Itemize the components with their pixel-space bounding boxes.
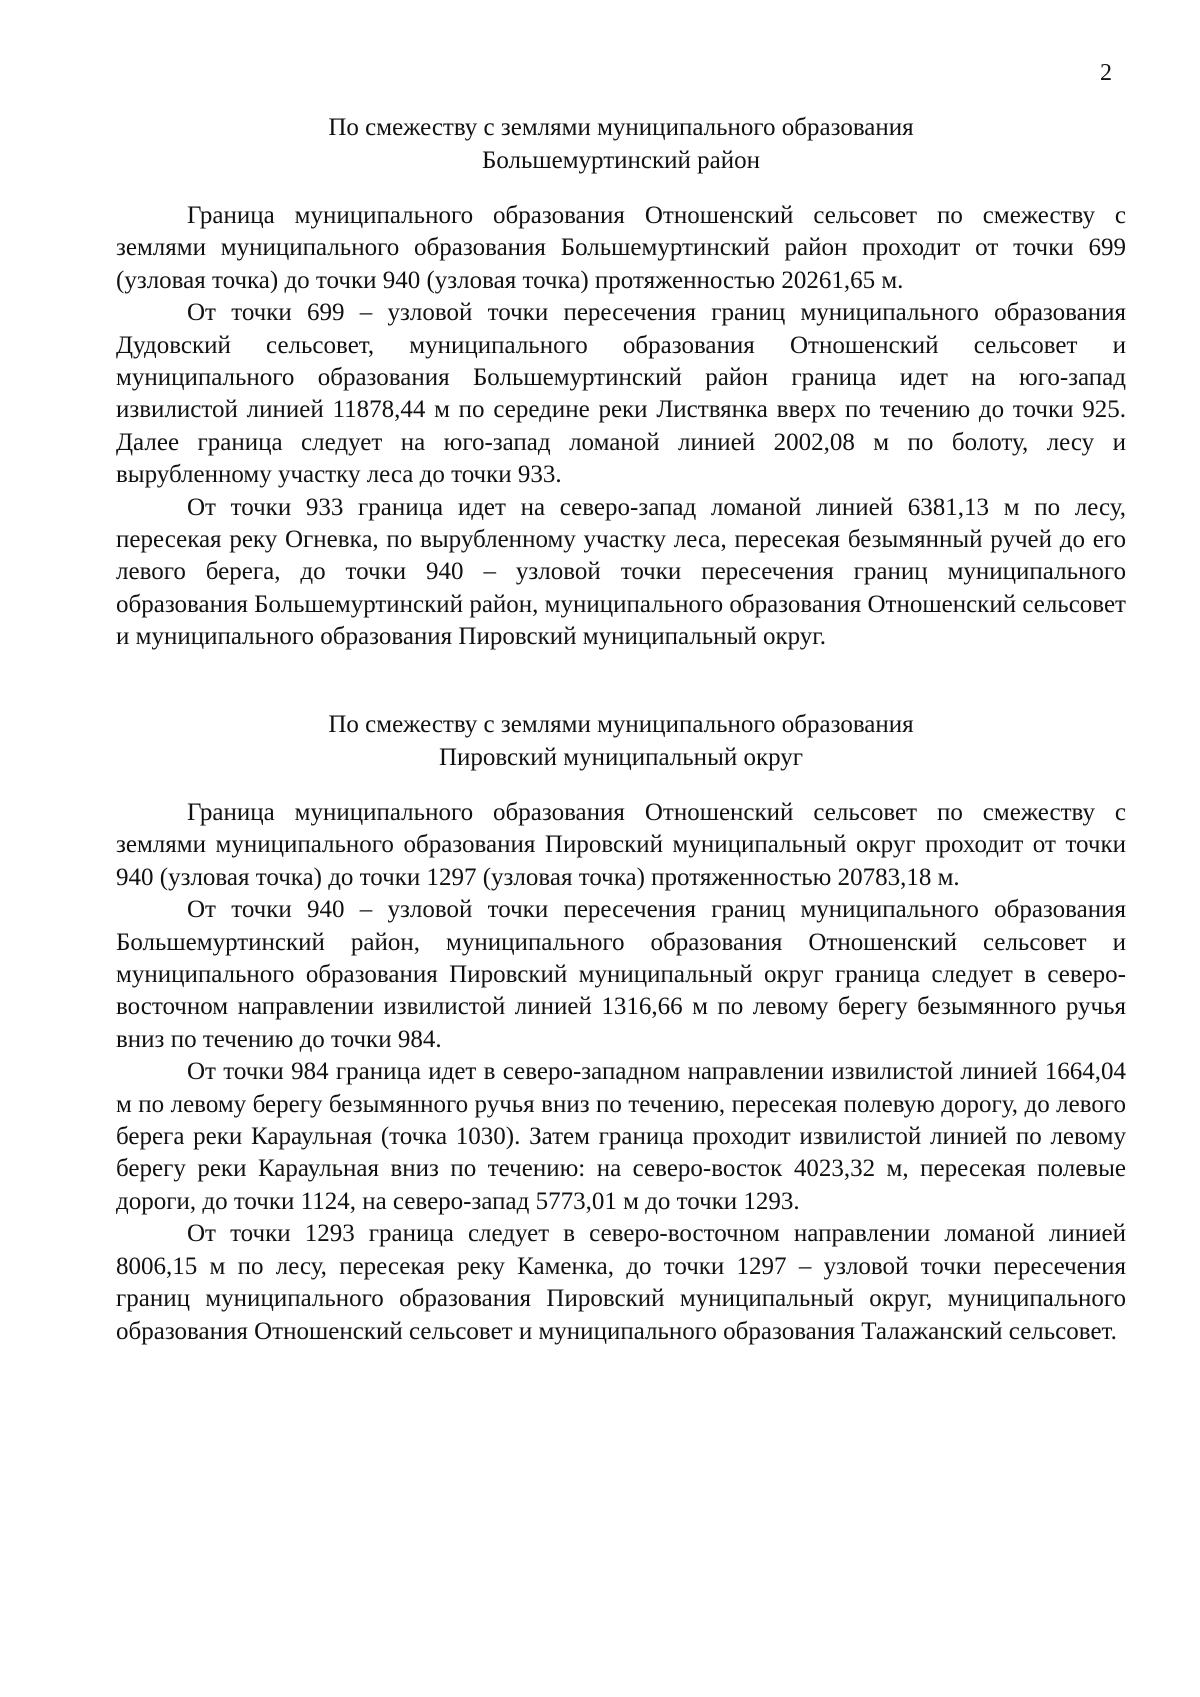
section-heading-line: По смежеству с землями муниципального образования: [328, 711, 914, 738]
paragraph: Граница муниципального образования Отношенский сельсовет по смежеству с землями муниципального образования Пировский муниципальный округ проходит от точки 940 (узловая точка) до точки 1297 (узловая точка) протяженностью 20783,18 м.: [116, 799, 1126, 891]
paragraph: От точки 940 – узловой точки пересечения границ муниципального образования Большемуртинский район, муниципального образования Отношенский сельсовет и муниципального образования Пировский муниципальный округ граница следует в северо-восточном направлении извилистой линией 1316,66 м по левому берегу безымянного ручья вниз по течению до точки 984.: [116, 896, 1126, 1053]
section-heading: [116, 111, 1126, 177]
paragraph: Граница муниципального образования Отношенский сельсовет по смежеству с землями муниципального образования Большемуртинский район проходит от точки 699 (узловая точка) до точки 940 (узловая точка) протяженностью 20261,65 м.: [116, 202, 1126, 294]
section-heading-line: Большемуртинский район: [481, 147, 761, 174]
paragraph: От точки 1293 граница следует в северо-восточном направлении ломаной линией 8006,15 м по лесу, пересекая реку Каменка, до точки 1297 – узловой точки пересечения границ муниципального образования Пировский муниципальный округ, муниципального образования Отношенский сельсовет и муниципального образования Талажанский сельсовет.: [116, 1220, 1126, 1345]
section-body: [116, 200, 1126, 654]
paragraph: От точки 984 граница идет в северо-западном направлении извилистой линией 1664,04 м по левому берегу безымянного ручья вниз по течению, пересекая полевую дорогу, до левого берега реки Караульная (точка 1030). Затем граница проходит извилистой линией по левому берегу реки Караульная вниз по течению: на северо-восток 4023,32 м, пересекая полевые дороги, до точки 1124, на северо-запад 5773,01 м до точки 1293.: [116, 1058, 1126, 1215]
paragraph: От точки 699 – узловой точки пересечения границ муниципального образования Дудовский сельсовет, муниципального образования Отношенский сельсовет и муниципального образования Большемуртинский район граница идет на юго-запад извилистой линией 11878,44 м по середине реки Листвянка вверх по течению до точки 925. Далее граница следует на юго-запад ломаной линией 2002,08 м по болоту, лесу и вырубленному участку леса до точки 933.: [116, 299, 1126, 489]
paragraph: От точки 933 граница идет на северо-запад ломаной линией 6381,13 м по лесу, пересекая реку Огневка, по вырубленному участку леса, пересекая безымянный ручей до его левого берега, до точки 940 – узловой точки пересечения границ муниципального образования Большемуртинский район, муниципального образования Отношенский сельсовет и муниципального образования Пировский муниципальный округ.: [116, 493, 1126, 651]
section-body: [116, 797, 1126, 1348]
section-heading: [116, 708, 1126, 774]
section-heading-line: Пировский муниципальный округ: [438, 744, 804, 771]
page-number: 2: [1100, 60, 1112, 86]
section-heading-line: По смежеству с землями муниципального образования: [328, 114, 914, 141]
